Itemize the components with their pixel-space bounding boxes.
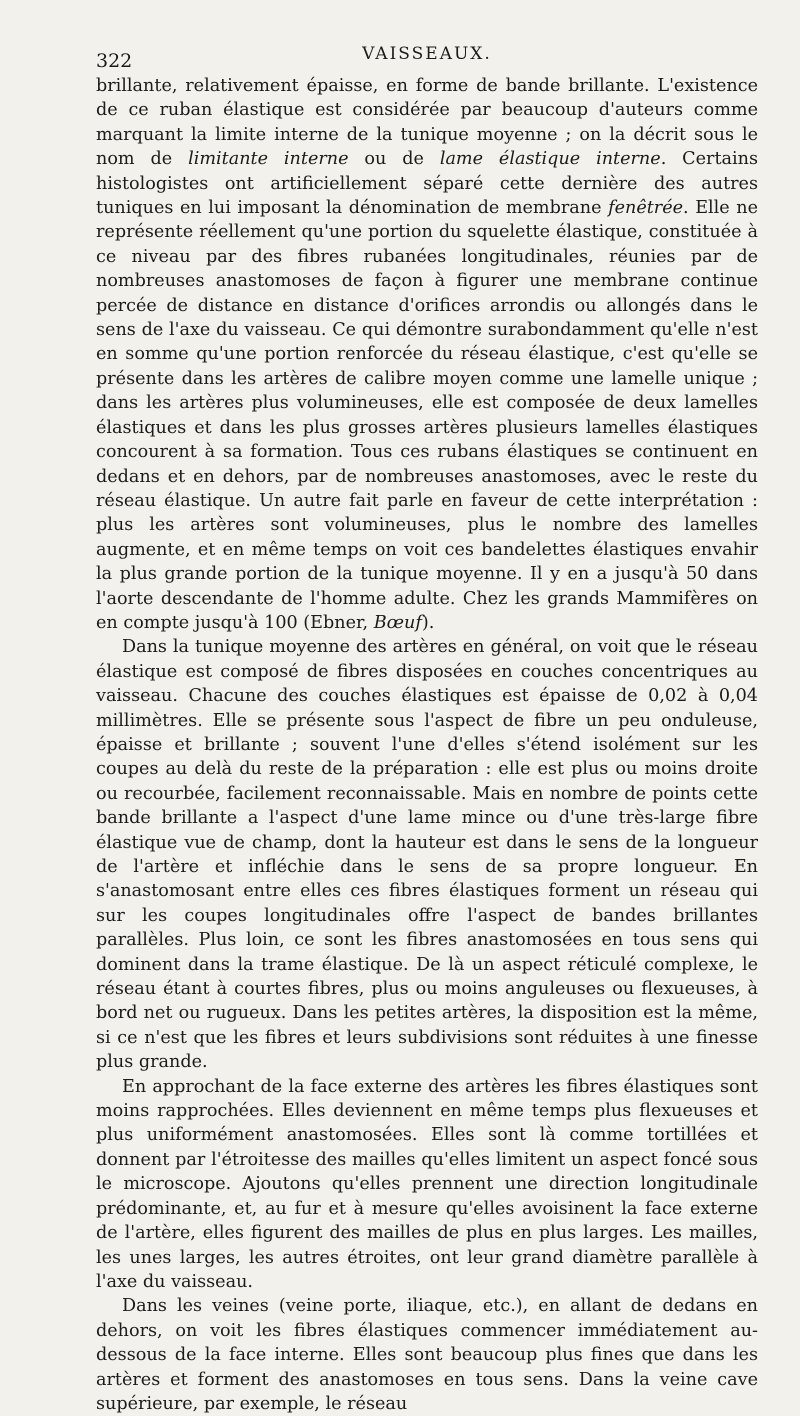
text-run: . Certains histologistes ont artificiellement séparé cette dernière des autres tuniques en lui imposant la dénomination de membrane (96, 149, 759, 219)
italic-text: lame élastique interne (439, 149, 661, 170)
page-number: 322 (96, 50, 133, 72)
text-run: ou de (348, 149, 440, 170)
running-head: VAISSEAUX. (362, 44, 492, 64)
text-run: Dans la tunique moyenne des artères en général, on voit que le réseau élastique est composé de fibres disposées en couches concentriques au vaisseau. Chacune des couches élastiques est épaisse de 0,02 à 0,04 millimètres. Elle se présente sous l'aspect de fibre un peu onduleuse, épaisse et brillante ; souvent l'une d'elles s'étend isolément sur les coupes au delà du reste de la préparation : elle est plus ou moins droite ou recourbée, facilement reconnaissable. Mais en nombre de points cette bande brillante a l'aspect d'une lame mince ou d'une très-large fibre élastique vue de champ, dont la hauteur est dans le sens de la longueur de l'artère et infléchie dans le sens de sa propre longueur. En s'anastomosant entre elles ces fibres élastiques forment un réseau qui sur les coupes longitudinales offre l'aspect de bandes brillantes parallèles. Plus loin, ce sont les fibres anastomosées en tous sens qui dominent dans la trame élastique. De là un aspect réticulé complexe, le réseau étant à courtes fibres, plus ou moins anguleuses ou flexueuses, à bord net ou rugueux. Dans les petites artères, la disposition est la même, si ce n'est que les fibres et leurs subdivisions sont réduites à une finesse plus grande. (96, 637, 758, 1073)
text-run: brillante, relativement épaisse, en forme de bande brillante. L'existence de ce ruban élastique est considérée par beaucoup d'auteurs comme marquant la limite interne de la tunique moyenne ; on la décrit sous le nom de (96, 76, 758, 170)
body-text (96, 74, 758, 1416)
italic-text: Bœuf (373, 612, 422, 633)
text-run: Dans les veines (veine porte, iliaque, etc.), en allant de dedans en dehors, on voit les fibres élastiques commencer immédiatement au-dessous de la face interne. Elles sont beaucoup plus fines que dans les artères et forment des anastomoses en tous sens. Dans la veine cave supérieure, par exemple, le réseau (96, 1296, 758, 1414)
paragraph (96, 1294, 758, 1416)
text-run: En approchant de la face externe des artères les fibres élastiques sont moins rapprochées. Elles deviennent en même temps plus flexueuses et plus uniformément anastomosées. Elles sont là comme tortillées et donnent par l'étroitesse des mailles qu'elles limitent un aspect foncé sous le microscope. Ajoutons qu'elles prennent une direction longitudinale prédominante, et, au fur et à mesure qu'elles avoisinent la face externe de l'artère, elles figurent des mailles de plus en plus larges. Les mailles, les unes larges, les autres étroites, ont leur grand diamètre parallèle à l'axe du vaisseau. (96, 1076, 758, 1292)
text-run: . Elle ne représente réellement qu'une portion du squelette élastique, constituée à ce niveau par des fibres rubanées longitudinales, réunies par de nombreuses anastomoses de façon à figurer une membrane continue percée de distance en distance d'orifices arrondis ou allongés dans le sens de l'axe du vaisseau. Ce qui démontre surabondamment qu'elle n'est en somme qu'une portion renforcée du réseau élastique, c'est qu'elle se présente dans les artères de calibre moyen comme une lamelle unique ; dans les artères plus volumineuses, elle est composée de deux lamelles élastiques et dans les plus grosses artères plusieurs lamelles élastiques concourent à sa formation. Tous ces rubans élastiques se continuent en dedans et en dehors, par de nombreuses anastomoses, avec le reste du réseau élastique. Un autre fait parle en faveur de cette interprétation : plus les artères sont volumineuses, plus le nombre des lamelles augmente, et en même temps on voit ces bandelettes élastiques envahir la plus grande portion de la tunique moyenne. Il y en a jusqu'à 50 dans l'aorte descendante de l'homme adulte. Chez les grands Mammifères on en compte jusqu'à 100 (Ebner, (96, 198, 758, 633)
paragraph (96, 1075, 758, 1295)
text-run: ). (421, 612, 435, 633)
page-header (96, 44, 758, 74)
paragraph (96, 635, 758, 1074)
italic-text: fenêtrée (608, 198, 684, 219)
paragraph (96, 74, 758, 635)
italic-text: limitante interne (188, 149, 349, 170)
